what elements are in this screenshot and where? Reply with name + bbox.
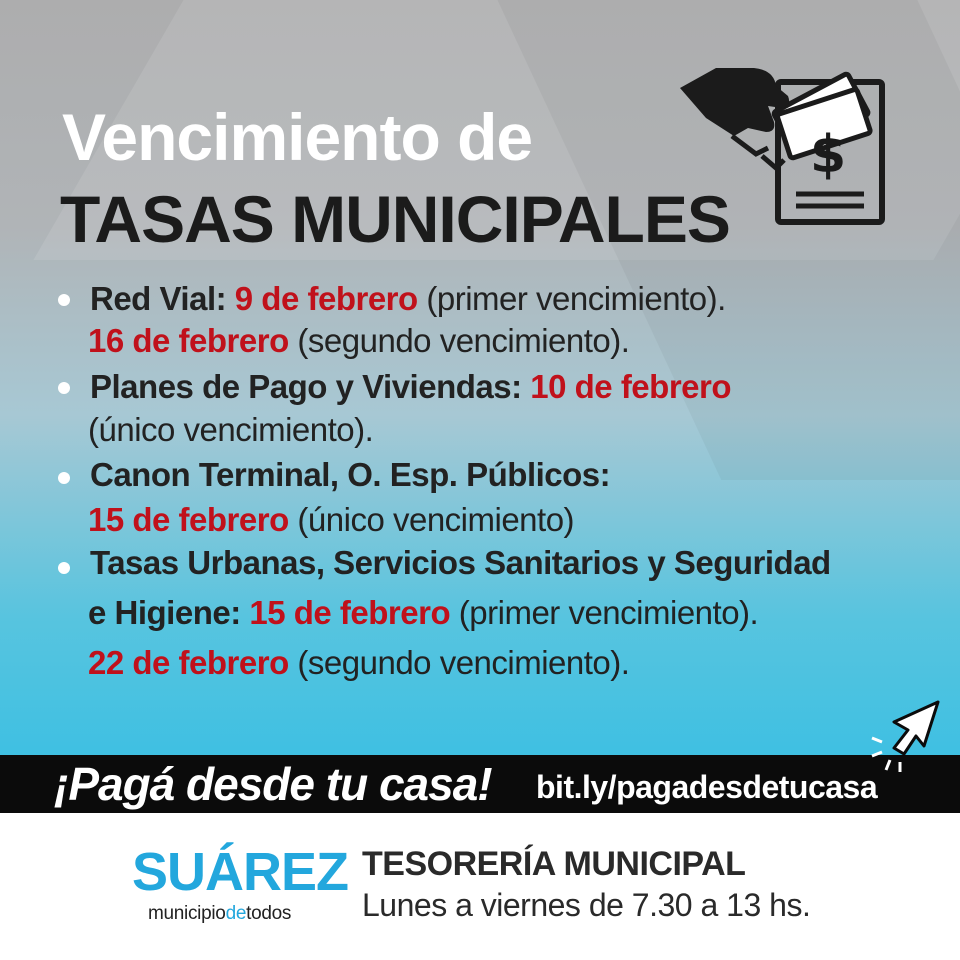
bullet-icon [58,382,70,394]
due-date: 15 de febrero [88,501,289,538]
due-note: (único vencimiento). [88,411,374,448]
footer [0,813,960,960]
title-line-2: TASAS MUNICIPALES [60,182,730,256]
hand-paying-bill-icon [676,44,896,234]
due-date: 10 de febrero [530,368,732,405]
payment-link[interactable]: bit.ly/pagadesdetucasa [536,769,878,805]
bullet-icon [58,294,70,306]
item-label: Planes de Pago y Viviendas: [90,368,522,405]
due-date: 9 de febrero [234,280,418,317]
due-note: (primer vencimiento). [450,594,759,631]
item-label: e Higiene: [88,594,241,631]
due-note: (primer vencimiento). [417,280,726,317]
bullet-icon [58,562,70,574]
svg-text:$: $ [810,125,847,185]
due-note: (segundo vencimiento). [288,644,630,681]
cta-bar [0,755,960,813]
due-note: (segundo vencimiento). [288,322,630,359]
item-label: Tasas Urbanas, Servicios Sanitarios y Seguridad [90,544,831,581]
office-hours: Lunes a viernes de 7.30 a 13 hs. [362,887,811,923]
due-date: 22 de febrero [88,644,289,681]
item-label: Red Vial: [90,280,227,317]
cta-text: ¡Pagá desde tu casa! [54,758,492,810]
office-name: TESORERÍA MUNICIPAL [362,845,746,883]
due-date: 15 de febrero [249,594,451,631]
due-note: (único vencimiento) [288,501,575,538]
logo-tagline: municipiodetodos [148,903,292,924]
cursor-click-icon [868,696,948,776]
item-label: Canon Terminal, O. Esp. Públicos: [90,456,611,493]
due-date: 16 de febrero [88,322,289,359]
title-line-1: Vencimiento de [62,100,533,174]
bullet-icon [58,472,70,484]
municipality-logo: SUÁREZ [132,842,349,902]
